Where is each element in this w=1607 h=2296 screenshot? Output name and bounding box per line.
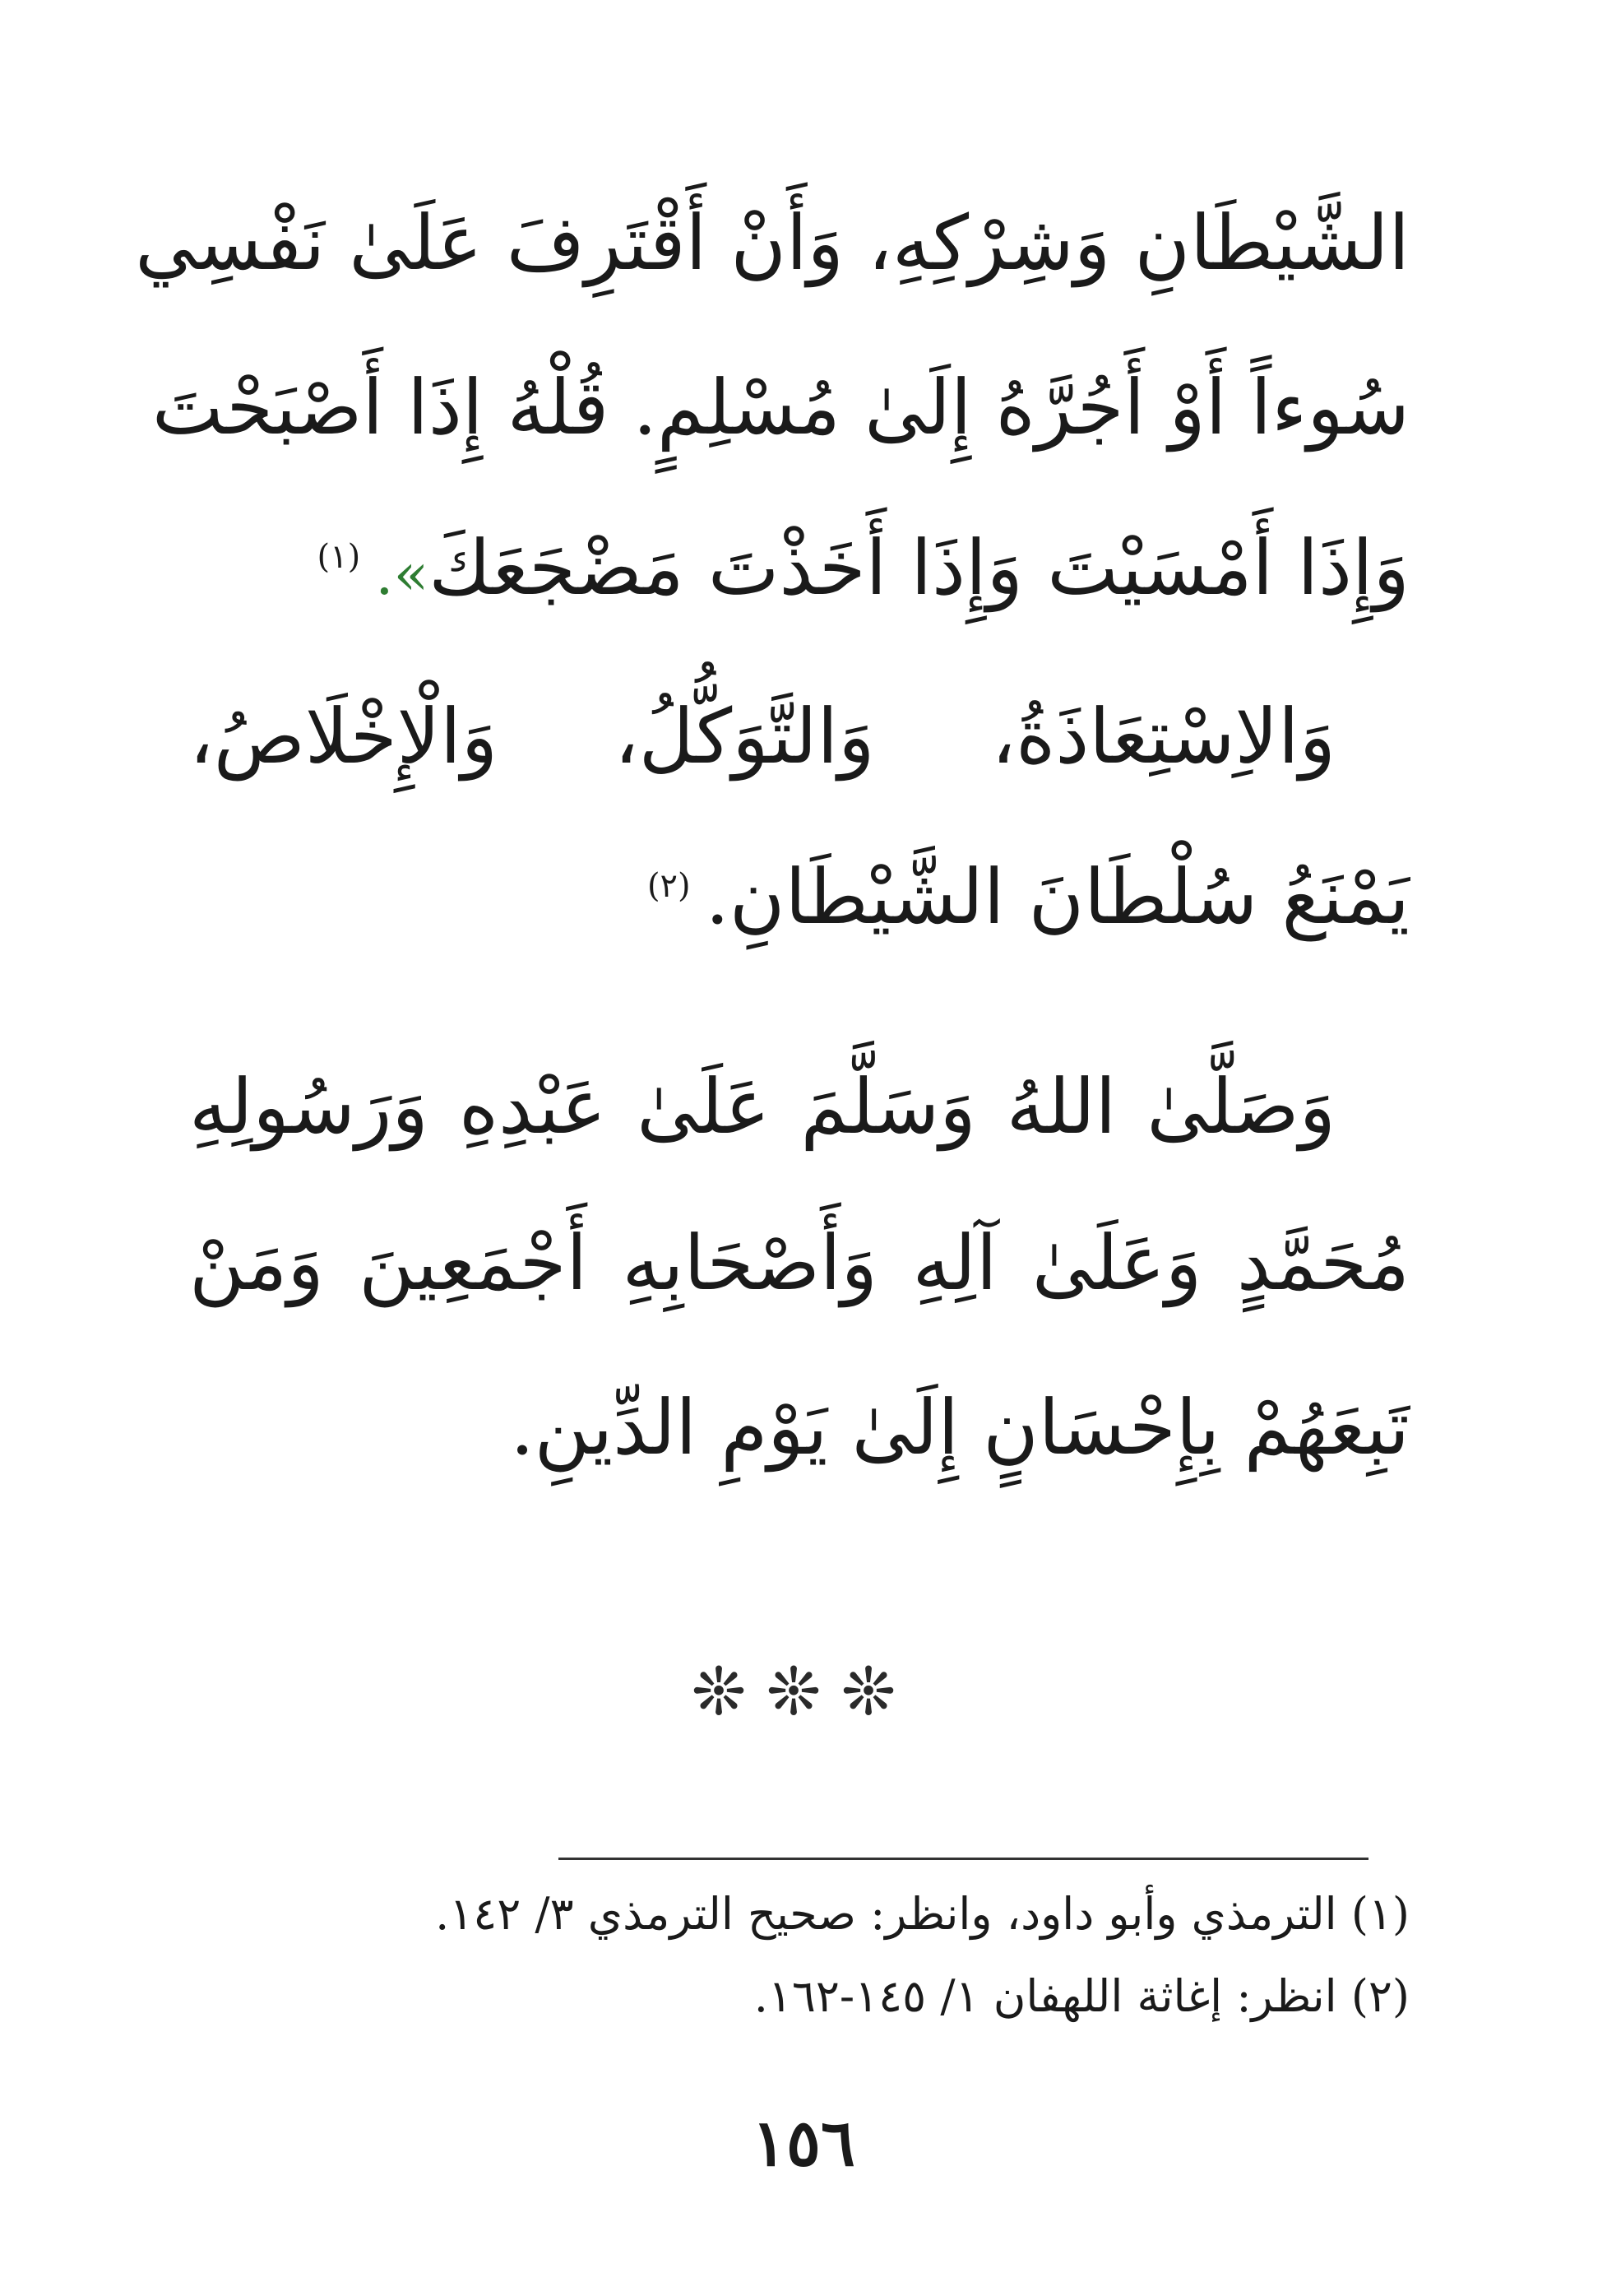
closing-line-2 bbox=[189, 1219, 1410, 1307]
footnote-divider bbox=[558, 1858, 1368, 1860]
quote-close-mark: ». bbox=[375, 540, 429, 608]
footnote-1: (١) الترمذي وأبو داود، وانظر: صحيح الترمذي ٣/ ١٤٢. bbox=[435, 1888, 1410, 1940]
footnote-2: (٢) انظر: إغاثة اللهفان ١/ ١٤٥-١٦٢. bbox=[753, 1970, 1410, 2022]
footnote-ref-1: (١) bbox=[317, 538, 361, 577]
body-line-4-text: وَالاِسْتِعَاذَةُ، وَالتَّوَكُّلُ، وَالْإِخْلَاصُ، bbox=[189, 693, 1336, 781]
body-line-5 bbox=[189, 853, 1410, 941]
body-line-1-text: الشَّيْطَانِ وَشِرْكِهِ، وَأَنْ أَقْتَرِفَ عَلَىٰ نَفْسِي bbox=[135, 199, 1410, 287]
closing-line-1-text: وَصَلَّىٰ اللهُ وَسَلَّمَ عَلَىٰ عَبْدِهِ وَرَسُولِهِ bbox=[189, 1063, 1336, 1151]
closing-line-3 bbox=[189, 1384, 1410, 1472]
body-line-3-text: وَإِذَا أَمْسَيْتَ وَإِذَا أَخَذْتَ مَضْجَعَكَ bbox=[428, 524, 1410, 612]
page-number: ١٥٦ bbox=[752, 2106, 855, 2181]
closing-line-1 bbox=[189, 1063, 1336, 1151]
body-line-4 bbox=[189, 693, 1336, 781]
closing-line-3-text: تَبِعَهُمْ بِإِحْسَانٍ إِلَىٰ يَوْمِ الدِّينِ. bbox=[510, 1384, 1410, 1472]
body-line-5-text: يَمْنَعُ سُلْطَانَ الشَّيْطَانِ. bbox=[705, 853, 1410, 941]
section-ornament: ❊❊❊ bbox=[691, 1654, 916, 1730]
body-line-1 bbox=[135, 199, 1410, 287]
body-line-2-text: سُوءاً أَوْ أَجُرَّهُ إِلَىٰ مُسْلِمٍ. قُلْهُ إِذَا أَصْبَحْتَ bbox=[151, 364, 1410, 452]
body-line-2 bbox=[151, 364, 1410, 452]
body-line-3 bbox=[189, 524, 1410, 612]
footnote-ref-2: (٢) bbox=[646, 867, 691, 906]
closing-line-2-text: مُحَمَّدٍ وَعَلَىٰ آلِهِ وَأَصْحَابِهِ أَجْمَعِينَ وَمَنْ bbox=[189, 1219, 1410, 1307]
